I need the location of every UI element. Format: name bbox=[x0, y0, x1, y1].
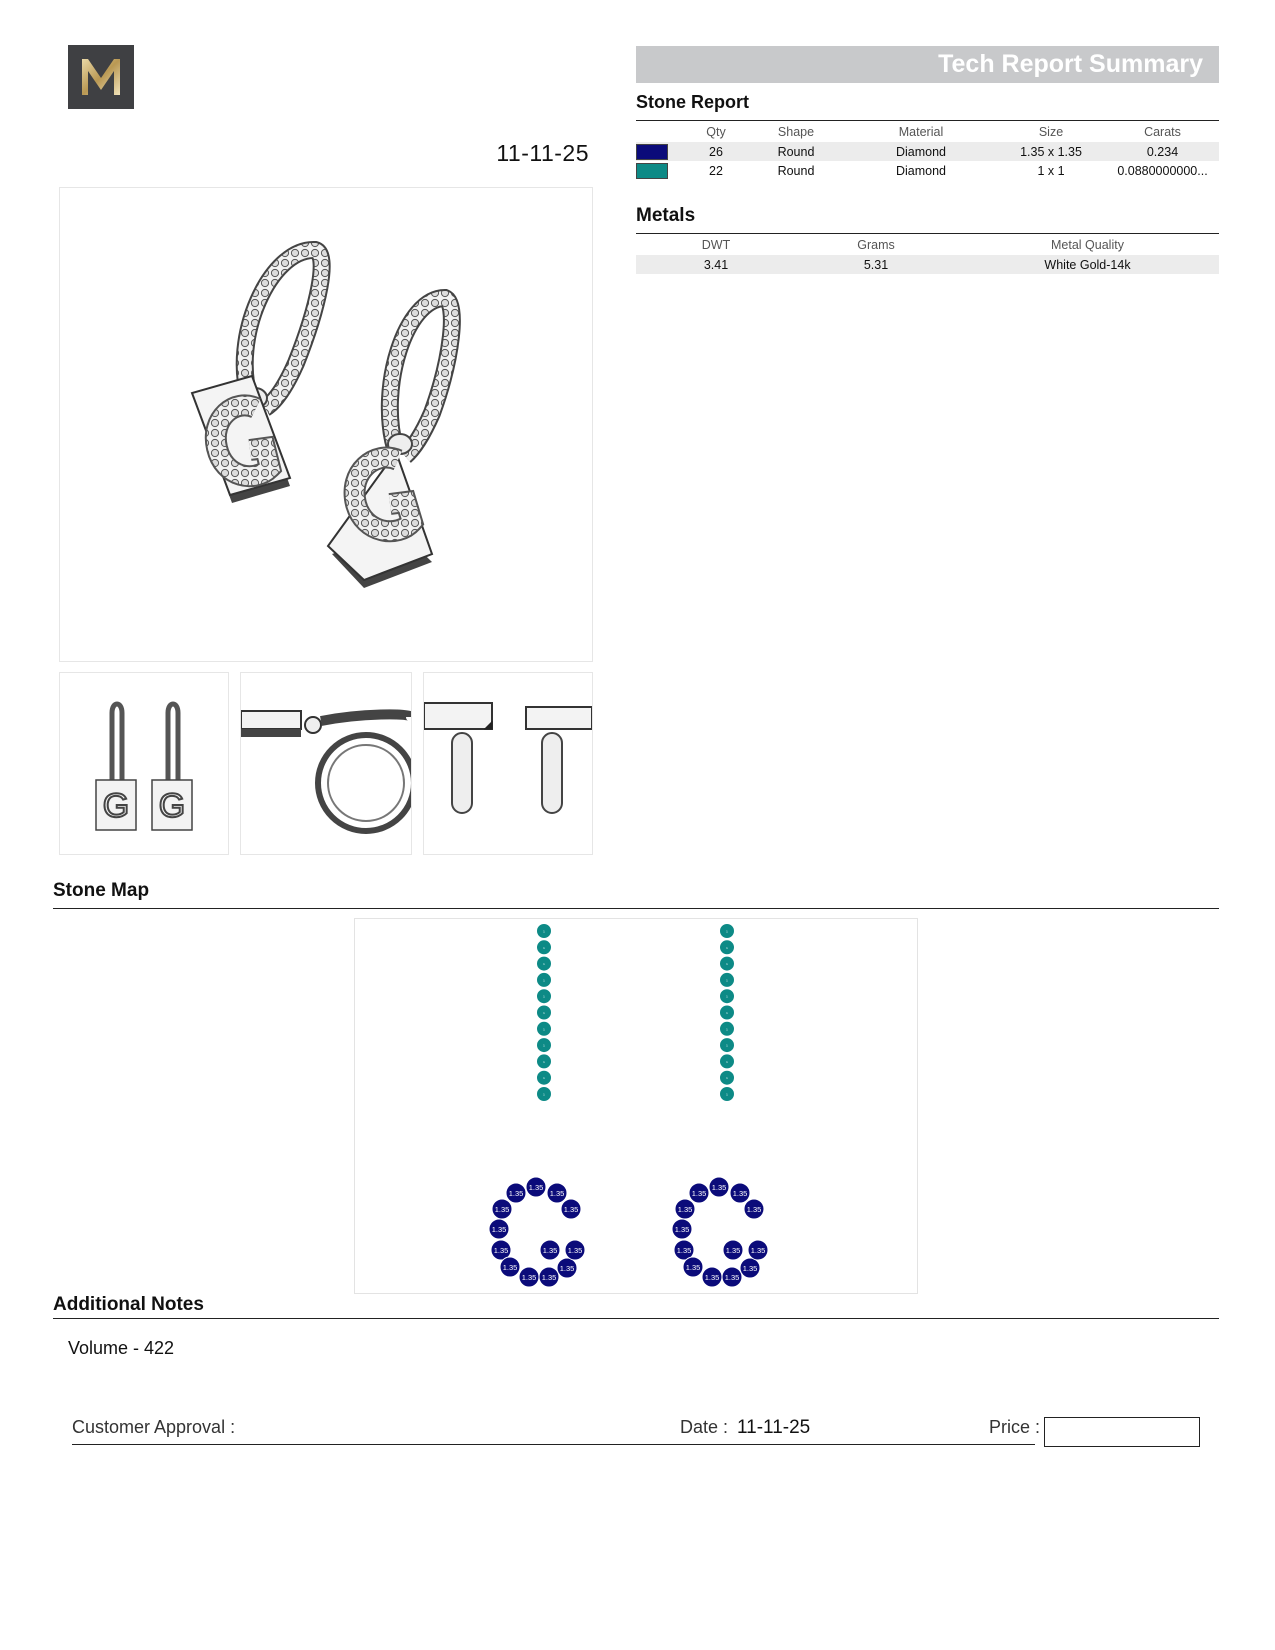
stone-size-label: 1 bbox=[726, 994, 728, 999]
stone-size: 1.35 x 1.35 bbox=[996, 142, 1106, 161]
stone-size-label: 1 bbox=[726, 1059, 728, 1064]
report-date: 11-11-25 bbox=[496, 140, 589, 166]
stone-size-label: 1 bbox=[726, 1076, 728, 1081]
stone-map-divider bbox=[53, 908, 1219, 909]
stone-map-diagram bbox=[354, 918, 918, 1294]
stone-report-title: Stone Report bbox=[636, 92, 750, 112]
stone-size-label: 1.35 bbox=[541, 1273, 557, 1282]
column-header-shape: Shape bbox=[777, 125, 815, 139]
metals-divider bbox=[636, 233, 1219, 234]
stone-size-label: 1 bbox=[543, 1043, 545, 1048]
column-header-color bbox=[636, 122, 686, 142]
stone-size-label: 1.35 bbox=[521, 1273, 537, 1282]
column-header-metal-quality: Metal Quality bbox=[1051, 238, 1124, 252]
stone-material: Diamond bbox=[846, 142, 996, 161]
metals-table bbox=[636, 235, 1219, 274]
stone-size-label: 1 bbox=[543, 962, 545, 967]
stone-size-label: 1 bbox=[543, 978, 545, 983]
metals-header-row bbox=[636, 235, 1219, 255]
stone-report-header-row bbox=[636, 122, 1219, 142]
column-header-carats: Carats bbox=[1144, 125, 1181, 139]
main-product-image bbox=[59, 187, 593, 662]
stone-size-label: 1 bbox=[726, 962, 728, 967]
stone-size-label: 1.35 bbox=[542, 1246, 558, 1255]
stone-size-label: 1.35 bbox=[491, 1225, 507, 1234]
stone-color-swatch bbox=[636, 144, 668, 160]
thumbnail-profile-view[interactable] bbox=[423, 672, 593, 855]
column-header-size: Size bbox=[1038, 125, 1064, 139]
stone-size-label: 1.35 bbox=[676, 1246, 692, 1255]
stone-size-label: 1 bbox=[726, 1092, 728, 1097]
stone-size-label: 1 bbox=[543, 994, 545, 999]
stone-row bbox=[636, 161, 1219, 180]
stone-size-label: 1.35 bbox=[725, 1246, 741, 1255]
stone-size-label: 1.35 bbox=[704, 1273, 720, 1282]
stone-size-label: 1.35 bbox=[677, 1205, 693, 1214]
metals-title: Metals bbox=[636, 205, 696, 226]
stone-size-label: 1.35 bbox=[674, 1225, 690, 1234]
approval-signature-line[interactable] bbox=[72, 1444, 1035, 1445]
stone-size-label: 1.35 bbox=[711, 1183, 727, 1192]
thumbnail-side-view[interactable] bbox=[240, 672, 412, 855]
stone-size-label: 1.35 bbox=[746, 1205, 762, 1214]
stone-size-label: 1.35 bbox=[508, 1189, 524, 1198]
stone-size-label: 1 bbox=[726, 1027, 728, 1032]
metal-dwt: 3.41 bbox=[636, 255, 796, 274]
stone-report-divider bbox=[636, 120, 1219, 121]
stone-size-label: 1 bbox=[726, 978, 728, 983]
stone-size-label: 1.35 bbox=[494, 1205, 510, 1214]
stone-size-label: 1.35 bbox=[493, 1246, 509, 1255]
price-label: Price : bbox=[989, 1417, 1041, 1437]
stone-row bbox=[636, 142, 1219, 161]
logo-mark-icon bbox=[68, 45, 134, 109]
metals-row bbox=[636, 255, 1219, 274]
stone-size-label: 1.35 bbox=[732, 1189, 748, 1198]
stone-size-label: 1.35 bbox=[567, 1246, 583, 1255]
column-header-material: Material bbox=[898, 125, 944, 139]
stone-size-label: 1 bbox=[543, 1076, 545, 1081]
stone-size-label: 1.35 bbox=[563, 1205, 579, 1214]
stone-size-label: 1 bbox=[543, 1027, 545, 1032]
stone-report-table bbox=[636, 122, 1219, 180]
report-title: Tech Report Summary bbox=[938, 50, 1203, 78]
additional-notes-title: Additional Notes bbox=[53, 1294, 204, 1315]
stone-size-label: 1 bbox=[726, 1011, 728, 1015]
stone-size-label: 1.35 bbox=[685, 1263, 701, 1272]
price-input-box[interactable] bbox=[1044, 1417, 1200, 1447]
stone-size-label: 1 bbox=[543, 1059, 545, 1064]
column-header-grams: Grams bbox=[857, 238, 895, 252]
stone-size-label: 1.35 bbox=[528, 1183, 544, 1192]
stone-size-label: 1 bbox=[543, 929, 545, 934]
stone-size-label: 1 bbox=[726, 945, 728, 950]
svg-text:G: G bbox=[158, 787, 186, 825]
stone-size-label: 1 bbox=[543, 1011, 545, 1015]
earring-left-drawing bbox=[192, 250, 322, 503]
stone-qty: 22 bbox=[709, 163, 723, 178]
stone-shape: Round bbox=[746, 142, 846, 161]
stone-size-label: 1 bbox=[543, 1092, 545, 1097]
column-header-qty: Qty bbox=[706, 125, 726, 139]
thumbnail-front-view[interactable] bbox=[59, 672, 229, 855]
metal-quality: White Gold-14k bbox=[956, 255, 1219, 274]
metal-grams: 5.31 bbox=[796, 255, 956, 274]
stone-size-label: 1 bbox=[543, 945, 545, 950]
stone-carats: 0.0880000000... bbox=[1117, 163, 1208, 178]
stone-qty: 26 bbox=[686, 142, 746, 161]
notes-volume: Volume - 422 bbox=[68, 1338, 175, 1358]
svg-text:G: G bbox=[102, 787, 130, 825]
stone-size-label: 1.35 bbox=[750, 1246, 766, 1255]
stone-color-swatch bbox=[636, 163, 668, 179]
stone-material: Diamond bbox=[895, 163, 947, 178]
stone-size-label: 1.35 bbox=[742, 1264, 758, 1273]
stone-size-label: 1.35 bbox=[549, 1189, 565, 1198]
additional-notes-divider bbox=[53, 1318, 1219, 1319]
customer-approval-label: Customer Approval : bbox=[72, 1417, 236, 1437]
stone-size-label: 1 bbox=[726, 1043, 728, 1048]
stone-carats: 0.234 bbox=[1106, 142, 1219, 161]
approval-date-value: 11-11-25 bbox=[737, 1417, 811, 1438]
approval-date-label: Date : bbox=[680, 1417, 729, 1437]
stone-size-label: 1.35 bbox=[502, 1263, 518, 1272]
stone-size-label: 1 bbox=[726, 929, 728, 934]
column-header-dwt: DWT bbox=[701, 238, 731, 252]
stone-size-label: 1.35 bbox=[559, 1264, 575, 1273]
earring-right-drawing bbox=[328, 298, 452, 588]
stone-size-label: 1.35 bbox=[724, 1273, 740, 1282]
report-title-banner bbox=[636, 46, 1219, 83]
stone-shape: Round bbox=[777, 163, 815, 178]
stone-map-title: Stone Map bbox=[53, 880, 150, 901]
stone-size: 1 x 1 bbox=[1037, 163, 1065, 178]
company-logo bbox=[68, 45, 134, 109]
stone-size-label: 1.35 bbox=[691, 1189, 707, 1198]
